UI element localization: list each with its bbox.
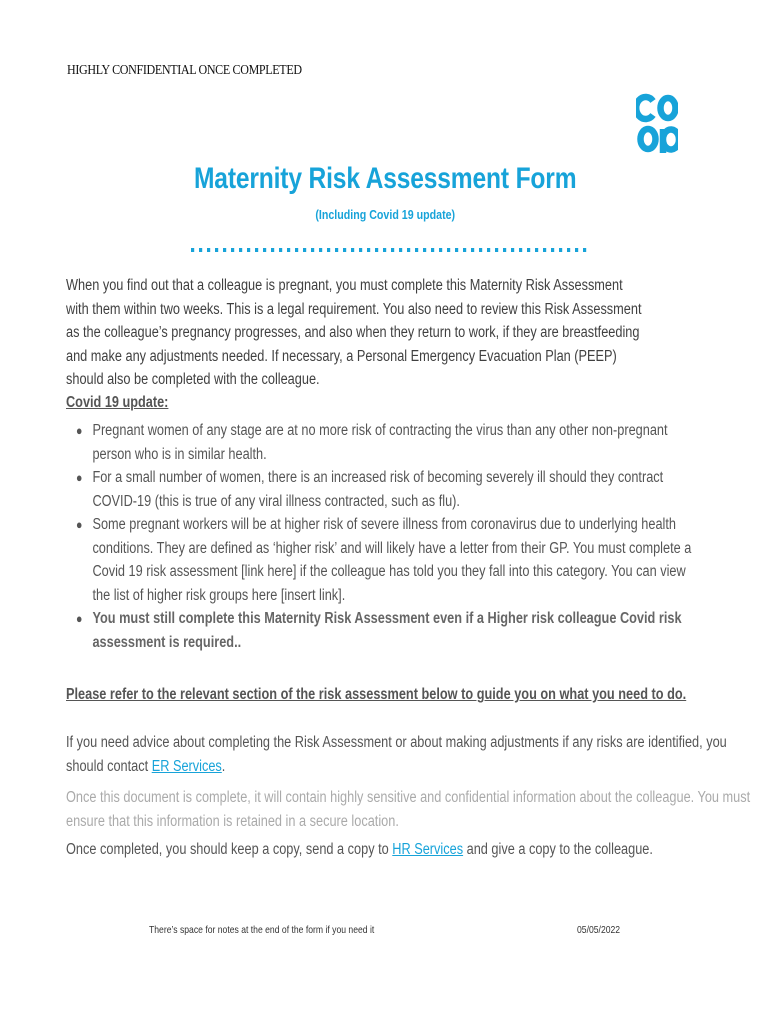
bullet-icon: ● bbox=[76, 470, 83, 485]
covid-bullet-3 bbox=[76, 513, 701, 607]
covid-bullet-4 bbox=[76, 607, 701, 654]
keep-text: Once completed, you should keep a copy, send a copy to bbox=[66, 841, 393, 858]
page-title: Maternity Risk Assessment Form bbox=[193, 162, 577, 195]
bullet-text: For a small number of women, there is an increased risk of becoming severely ill should they contract COVID-19 (this is true of any viral illness contracted, such as flu). bbox=[92, 469, 664, 510]
advice-paragraph bbox=[66, 731, 752, 779]
bullet-text: Pregnant women of any stage are at no more risk of contracting the virus than any other non-pregnant person who is in similar health. bbox=[92, 422, 668, 463]
bullet-icon: ● bbox=[76, 611, 83, 626]
advice-text: If you need advice about completing the Risk Assessment or about making adjustments if any risks are identified, you should contact bbox=[66, 734, 727, 775]
covid-bullet-1 bbox=[76, 419, 701, 466]
covid-bullet-2 bbox=[76, 466, 701, 513]
page-subtitle: (Including Covid 19 update) bbox=[315, 207, 455, 222]
covid-heading: Covid 19 update: bbox=[66, 394, 169, 411]
footer-date: 05/05/2022 bbox=[577, 924, 621, 936]
confidential-note: Once this document is complete, it will contain highly sensitive and confidential information about the colleague. You must ensure that this information is retained in a secure location. bbox=[66, 789, 751, 830]
bullet-icon: ● bbox=[76, 517, 83, 532]
keep-text-end: and give a copy to the colleague. bbox=[463, 841, 653, 858]
dotted-divider bbox=[189, 246, 587, 254]
er-services-link[interactable]: ER Services bbox=[151, 758, 222, 775]
advice-text-end: . bbox=[221, 758, 226, 775]
hr-services-link[interactable]: HR Services bbox=[392, 841, 464, 858]
bullet-icon: ● bbox=[76, 423, 83, 438]
confidential-header: HIGHLY CONFIDENTIAL ONCE COMPLETED bbox=[67, 63, 302, 78]
covid-bullet-list bbox=[76, 419, 701, 654]
keep-copy-paragraph bbox=[66, 841, 653, 859]
coop-logo bbox=[636, 93, 678, 155]
footer-note: There’s space for notes at the end of the form if you need it bbox=[149, 924, 375, 936]
intro-paragraph: When you find out that a colleague is pregnant, you must complete this Maternity Risk Assessment with them within two weeks. This is a legal requirement. You also need to review this Risk Assessment as the colleague’s pregnancy progresses, and also when they return to work, if they are breastfeeding and make any adjustments needed. If necessary, a Personal Emergency Evacuation Plan (PEEP) should also be completed with the colleague. bbox=[66, 277, 642, 388]
refer-instruction: Please refer to the relevant section of the risk assessment below to guide you on what you need to do. bbox=[66, 686, 687, 703]
bullet-text: Some pregnant workers will be at higher risk of severe illness from coronavirus due to underlying health conditions. They are defined as ‘higher risk’ and will likely have a letter from their GP. You must complete a Covid 19 risk assessment [link here] if the colleague has told you they fall into this category. You can view the list of higher risk groups here [insert link]. bbox=[92, 516, 692, 604]
bullet-text: You must still complete this Maternity Risk Assessment even if a Higher risk colleague Covid risk assessment is required.. bbox=[92, 610, 682, 651]
